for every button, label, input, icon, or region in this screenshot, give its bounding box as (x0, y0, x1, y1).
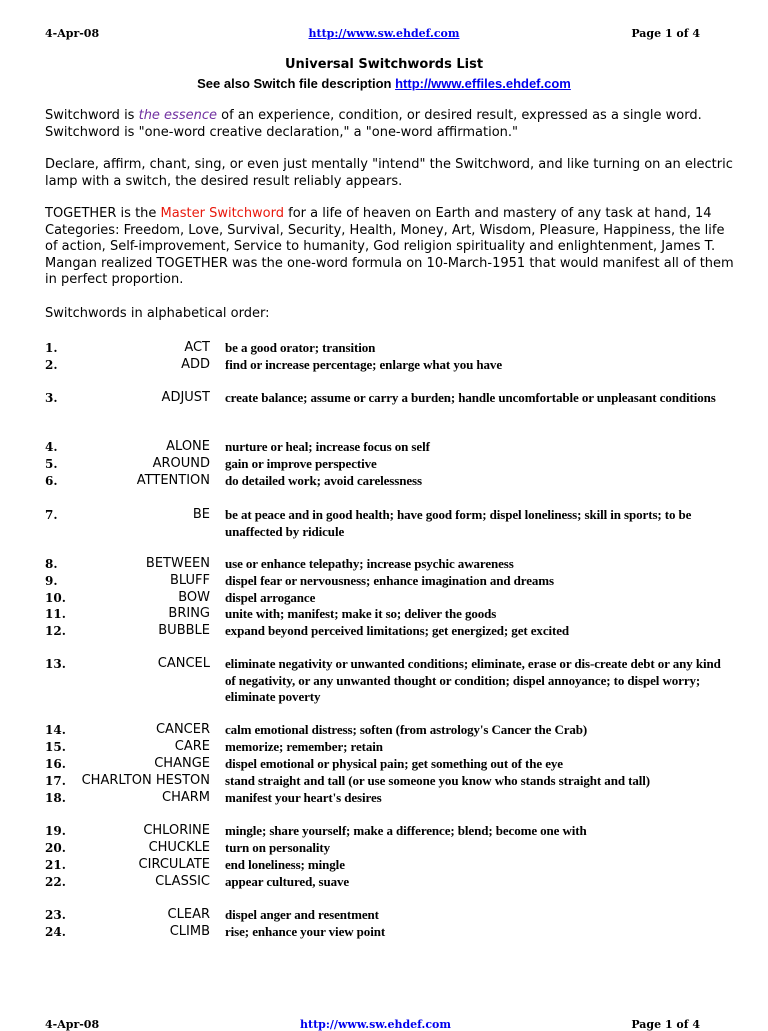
item-description: end loneliness; mingle (225, 857, 345, 872)
item-word: CHARLTON HESTON (81, 773, 210, 788)
item-description: memorize; remember; retain (225, 739, 383, 754)
item-word: CLEAR (167, 907, 210, 922)
item-description: use or enhance telepathy; increase psychic awareness (225, 556, 514, 571)
item-word: CARE (174, 739, 210, 754)
item-description: find or increase percentage; enlarge what you have (225, 357, 502, 372)
item-number: 24. (45, 925, 66, 939)
intro-p1-text-a: Switchword is (45, 108, 139, 123)
intro-p3-text-a: TOGETHER is the (45, 206, 161, 221)
item-description: rise; enhance your view point (225, 924, 386, 939)
item-number: 20. (45, 841, 66, 855)
item-number: 10. (45, 591, 66, 605)
item-description: be a good orator; transition (225, 340, 376, 355)
item-description: eliminate negativity or unwanted conditions; eliminate, erase or dis-create debt or any kind of negativity, or any unwanted thought or condition; dispel annoyance; to dispel worry; eliminate poverty (225, 656, 721, 704)
item-word: BE (192, 507, 210, 522)
item-word: AROUND (152, 456, 210, 471)
item-word: ALONE (166, 439, 210, 454)
item-number: 1. (45, 341, 58, 355)
header-url-link[interactable]: http://www.sw.ehdef.com (308, 27, 460, 40)
item-description: be at peace and in good health; have good form; dispel loneliness; skill in sports; to be unaffected by ridicule (225, 507, 692, 539)
item-number: 4. (45, 440, 58, 454)
item-word: BOW (178, 590, 210, 605)
item-description: turn on personality (225, 840, 331, 855)
item-number: 17. (45, 774, 66, 788)
item-number: 5. (45, 457, 58, 471)
footer-url: http://www.sw.ehdef.com (300, 1018, 451, 1031)
item-word: ATTENTION (136, 473, 210, 488)
item-description: stand straight and tall (or use someone you know who stands straight and tall) (225, 773, 650, 788)
intro-paragraph-1 (45, 108, 735, 141)
subtitle-link[interactable]: http://www.effiles.ehdef.com (395, 76, 571, 91)
item-description: dispel arrogance (225, 590, 316, 605)
item-word: CIRCULATE (138, 857, 210, 872)
item-number: 13. (45, 657, 66, 671)
intro-p3-text-b: for a life of heaven on Earth and mastery of any task at hand, 14 Categories: Freedom, Love, Survival, Security, Health, Money, Art, Wisdom, Pleasure, Happiness, the life of action, Self-improvement, Service to humanity, God religion spirituality and enlightenment, James T. Mangan realized TOGETHER was the one-word formula on 10-March-1951 that would manifest all of them in perfect proportion. (45, 206, 734, 287)
item-description: dispel emotional or physical pain; get something out of the eye (225, 756, 563, 771)
item-word: CHLORINE (143, 823, 210, 838)
intro-paragraph-3 (45, 206, 735, 289)
item-word: ADD (181, 357, 210, 372)
item-word: ACT (184, 340, 210, 355)
item-word: CANCER (155, 722, 210, 737)
subtitle-text: See also Switch file description (197, 76, 396, 91)
item-number: 6. (45, 474, 58, 488)
item-number: 8. (45, 557, 58, 571)
item-word: CHARM (162, 790, 210, 805)
item-description: appear cultured, suave (225, 874, 350, 889)
intro-paragraph-4: Switchwords in alphabetical order: (45, 306, 270, 321)
item-number: 16. (45, 757, 66, 771)
page-subtitle (0, 76, 768, 91)
intro-p3-highlight: Master Switchword (160, 206, 285, 221)
item-description: expand beyond perceived limitations; get energized; get excited (225, 623, 570, 638)
intro-p1-text-c: Switchword is "one-word creative declaration," a "one-word affirmation." (45, 124, 519, 140)
item-description: do detailed work; avoid carelessness (225, 473, 422, 488)
item-number: 14. (45, 723, 66, 737)
header-page-number: Page 1 of 4 (631, 27, 700, 40)
item-description: dispel anger and resentment (225, 907, 379, 922)
item-description: create balance; assume or carry a burden; handle uncomfortable or unpleasant conditions (225, 390, 716, 405)
item-number: 22. (45, 875, 66, 889)
item-number: 7. (45, 508, 58, 522)
item-word: BRING (168, 606, 210, 621)
item-description: manifest your heart's desires (225, 790, 382, 805)
item-word: BETWEEN (145, 556, 210, 571)
intro-p1-highlight: the essence (138, 108, 217, 123)
item-word: CLASSIC (155, 874, 210, 889)
item-description: calm emotional distress; soften (from astrology's Cancer the Crab) (225, 722, 588, 737)
item-word: BLUFF (170, 573, 210, 588)
item-description: unite with; manifest; make it so; deliver the goods (225, 606, 497, 621)
item-description: mingle; share yourself; make a difference; blend; become one with (225, 823, 587, 838)
item-word: BUBBLE (158, 623, 210, 638)
header-date: 4-Apr-08 (45, 27, 100, 40)
intro-p1-text-b: of an experience, condition, or desired result, expressed as a single word. (217, 108, 702, 123)
page-footer-cropped (0, 1018, 768, 1031)
footer-date: 4-Apr-08 (45, 1018, 100, 1031)
item-description: nurture or heal; increase focus on self (225, 439, 430, 454)
item-description: dispel fear or nervousness; enhance imagination and dreams (225, 573, 554, 588)
item-word: CHUCKLE (148, 840, 210, 855)
item-number: 18. (45, 791, 66, 805)
page-title: Universal Switchwords List (284, 57, 484, 72)
item-number: 3. (45, 391, 58, 405)
item-number: 19. (45, 824, 66, 838)
item-number: 2. (45, 358, 58, 372)
item-number: 11. (45, 607, 66, 621)
item-number: 9. (45, 574, 58, 588)
item-word: ADJUST (161, 390, 210, 405)
item-word: CLIMB (169, 924, 210, 939)
intro-paragraph-2: Declare, affirm, chant, sing, or even just mentally "intend" the Switchword, and like turning on an electric lamp with a switch, the desired result reliably appears. (45, 157, 733, 189)
item-word: CANCEL (157, 656, 210, 671)
item-number: 15. (45, 740, 66, 754)
item-description: gain or improve perspective (225, 456, 377, 471)
item-word: CHANGE (154, 756, 210, 771)
item-number: 21. (45, 858, 66, 872)
item-number: 12. (45, 624, 66, 638)
footer-page-number: Page 1 of 4 (631, 1018, 700, 1031)
item-number: 23. (45, 908, 66, 922)
